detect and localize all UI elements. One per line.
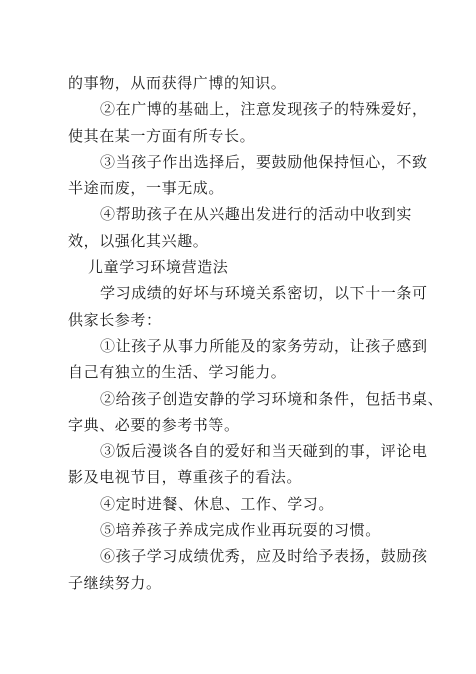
text-line: ②给孩子创造安静的学习环境和条件，包括书桌、 xyxy=(100,389,444,408)
text-line: 字典、必要的参考书等。 xyxy=(68,415,240,434)
text-line: 影及电视节目，尊重孩子的看法。 xyxy=(68,468,303,487)
text-line: 半途而废，一事无成。 xyxy=(68,179,225,198)
text-line: ①让孩子从事力所能及的家务劳动，让孩子感到 xyxy=(100,336,428,355)
section-heading: 儿童学习环境营造法 xyxy=(88,258,229,277)
text-line: 供家长参考： xyxy=(68,310,162,329)
text-line: ②在广博的基础上，注意发现孩子的特殊爱好， xyxy=(100,100,428,119)
text-line: 效，以强化其兴趣。 xyxy=(68,231,209,250)
text-line: ③当孩子作出选择后，要鼓励他保持恒心，不致 xyxy=(100,152,428,171)
text-line: ⑥孩子学习成绩优秀，应及时给予表扬，鼓励孩 xyxy=(100,547,428,566)
text-line: 使其在某一方面有所专长。 xyxy=(68,126,256,145)
text-line: 自己有独立的生活、学习能力。 xyxy=(68,363,287,382)
document-body xyxy=(68,70,444,596)
text-line: 的事物，从而获得广博的知识。 xyxy=(68,74,287,92)
text-line: 学习成绩的好坏与环境关系密切，以下十一条可 xyxy=(100,284,428,303)
text-line: ④定时进餐、休息、工作、学习。 xyxy=(100,494,335,513)
text-line: 子继续努力。 xyxy=(68,573,162,592)
text-line: ③饭后漫谈各自的爱好和当天碰到的事，评论电 xyxy=(100,442,428,461)
text-line: ⑤培养孩子养成完成作业再玩耍的习惯。 xyxy=(100,521,381,540)
text-line: ④帮助孩子在从兴趣出发进行的活动中收到实 xyxy=(100,205,413,224)
